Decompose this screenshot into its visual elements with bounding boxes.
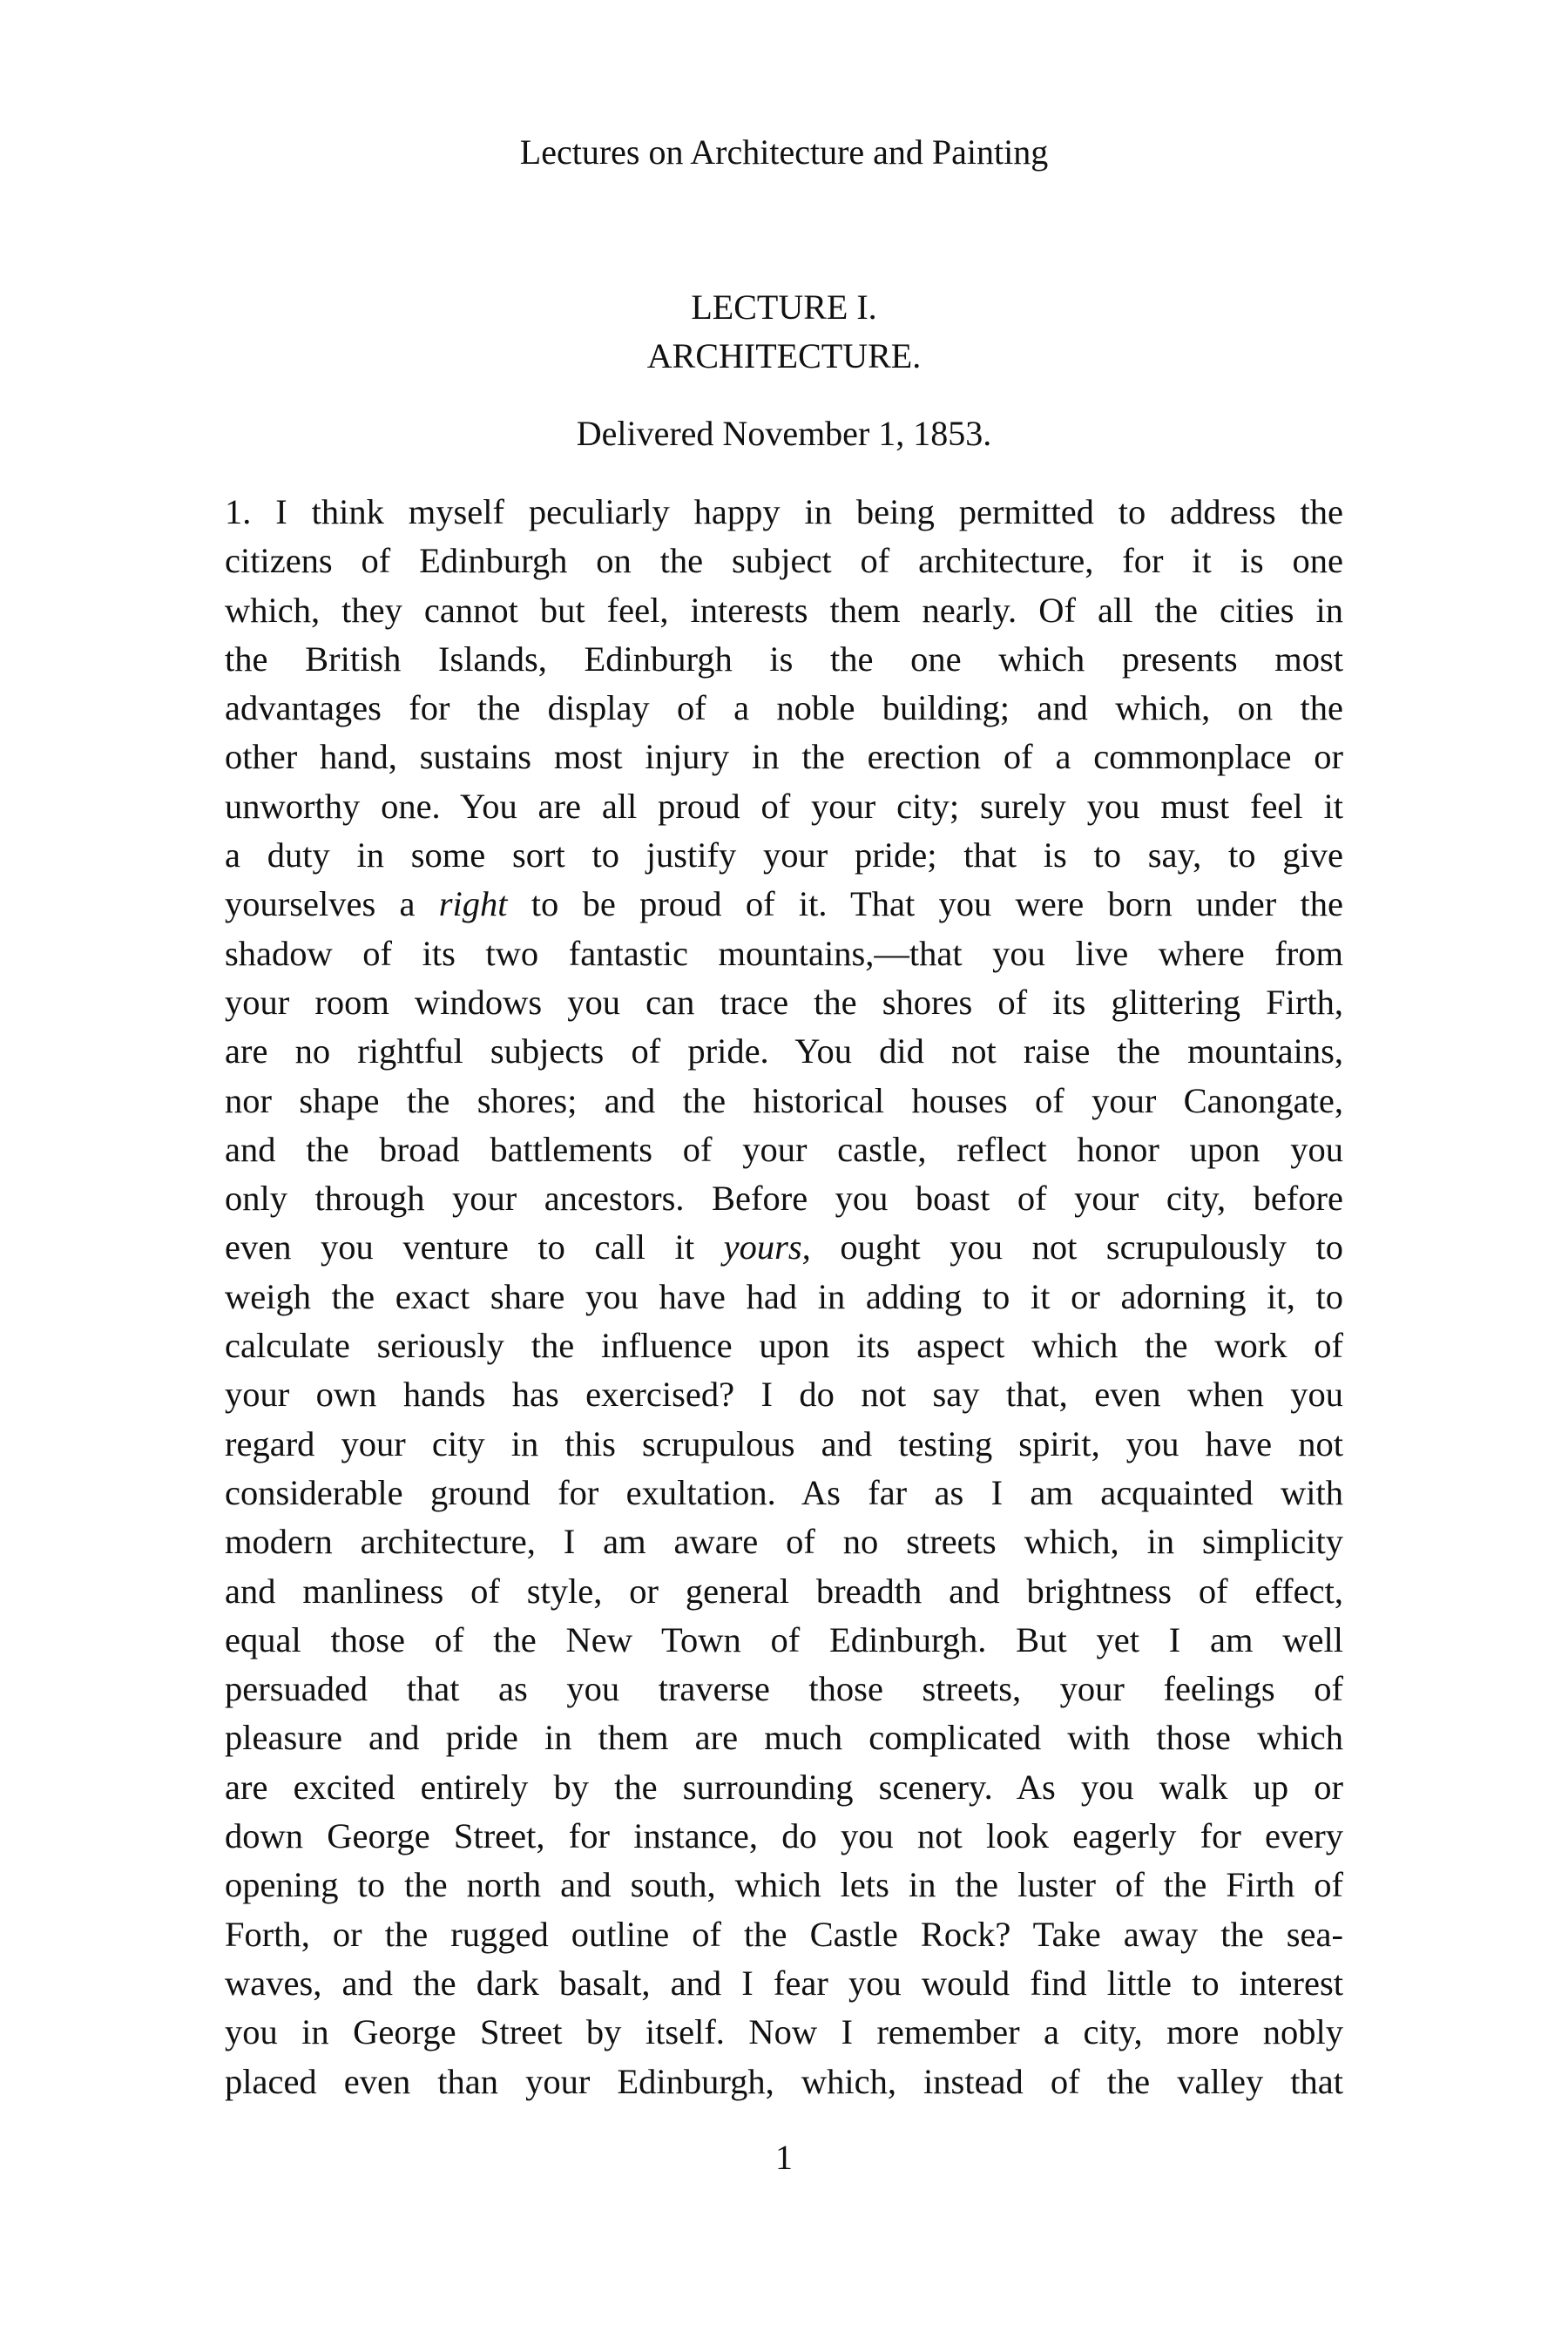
text-line: unworthy one. You are all proud of your city; surely you must feel it (225, 786, 1343, 826)
text-line: and manliness of style, or general breadth and brightness of effect, (225, 1571, 1343, 1611)
text-line: other hand, sustains most injury in the erection of a commonplace or (225, 737, 1343, 777)
text-line: considerable ground for exultation. As far as I am acquainted with (225, 1472, 1343, 1512)
running-head: Lectures on Architecture and Painting (519, 132, 1049, 172)
text-line: equal those of the New Town of Edinburgh. But yet I am well (225, 1619, 1343, 1659)
text-line: citizens of Edinburgh on the subject of architecture, for it is one (225, 541, 1343, 581)
text-line: opening to the north and south, which lets in the luster of the Firth of (225, 1865, 1343, 1905)
lecture-heading (0, 283, 1568, 381)
text-line: Forth, or the rugged outline of the Castle Rock? Take away the sea- (225, 1914, 1343, 1954)
text-line: only through your ancestors. Before you boast of your city, before (225, 1179, 1343, 1219)
text-line: shadow of its two fantastic mountains,—that you live where from (225, 933, 1343, 973)
text-line: advantages for the display of a noble building; and which, on the (225, 688, 1343, 728)
text-line: are no rightful subjects of pride. You did not raise the mountains, (225, 1031, 1343, 1071)
text-line: placed even than your Edinburgh, which, instead of the valley that (225, 2061, 1343, 2101)
text-line: pleasure and pride in them are much complicated with those which (225, 1718, 1343, 1758)
emphasis: yours, (723, 1227, 811, 1267)
text-line: are excited entirely by the surrounding scenery. As you walk up or (225, 1767, 1343, 1807)
text-line: your room windows you can trace the shores of its glittering Firth, (225, 982, 1343, 1022)
text-line: you in George Street by itself. Now I remember a city, more nobly (225, 2012, 1343, 2052)
text-line: calculate seriously the influence upon its aspect which the work of (225, 1326, 1343, 1366)
page-number: 1 (775, 2138, 793, 2177)
body-paragraph (225, 488, 1343, 2106)
text-line: your own hands has exercised? I do not say that, even when you (225, 1375, 1343, 1415)
text-line: nor shape the shores; and the historical houses of your Canongate, (225, 1080, 1343, 1120)
text-line: 1. I think myself peculiarly happy in being permitted to address the (225, 492, 1343, 531)
text-line: regard your city in this scrupulous and testing spirit, you have not (225, 1423, 1343, 1463)
text-line: persuaded that as you traverse those streets, your feelings of (225, 1669, 1343, 1709)
delivered-date: Delivered November 1, 1853. (576, 414, 992, 453)
text-line: even you venture to call it yours, ought you not scrupulously to (225, 1227, 1344, 1267)
text-line: and the broad battlements of your castle, reflect honor upon you (225, 1129, 1343, 1169)
text-line: waves, and the dark basalt, and I fear you would find little to interest (225, 1963, 1343, 2003)
lecture-title: ARCHITECTURE. (646, 336, 922, 375)
text-line: down George Street, for instance, do you not look eagerly for every (225, 1816, 1343, 1856)
emphasis: right (438, 884, 508, 924)
text-line: yourselves a right to be proud of it. That you were born under the (225, 884, 1343, 924)
text-line: which, they cannot but feel, interests them nearly. Of all the cities in (225, 590, 1343, 630)
text-line: modern architecture, I am aware of no streets which, in simplicity (225, 1522, 1343, 1562)
text-line: a duty in some sort to justify your pride; that is to say, to give (225, 835, 1343, 875)
text-line: the British Islands, Edinburgh is the one which presents most (225, 639, 1343, 679)
lecture-number: LECTURE I. (691, 287, 877, 327)
text-line: weigh the exact share you have had in adding to it or adorning it, to (225, 1276, 1343, 1316)
